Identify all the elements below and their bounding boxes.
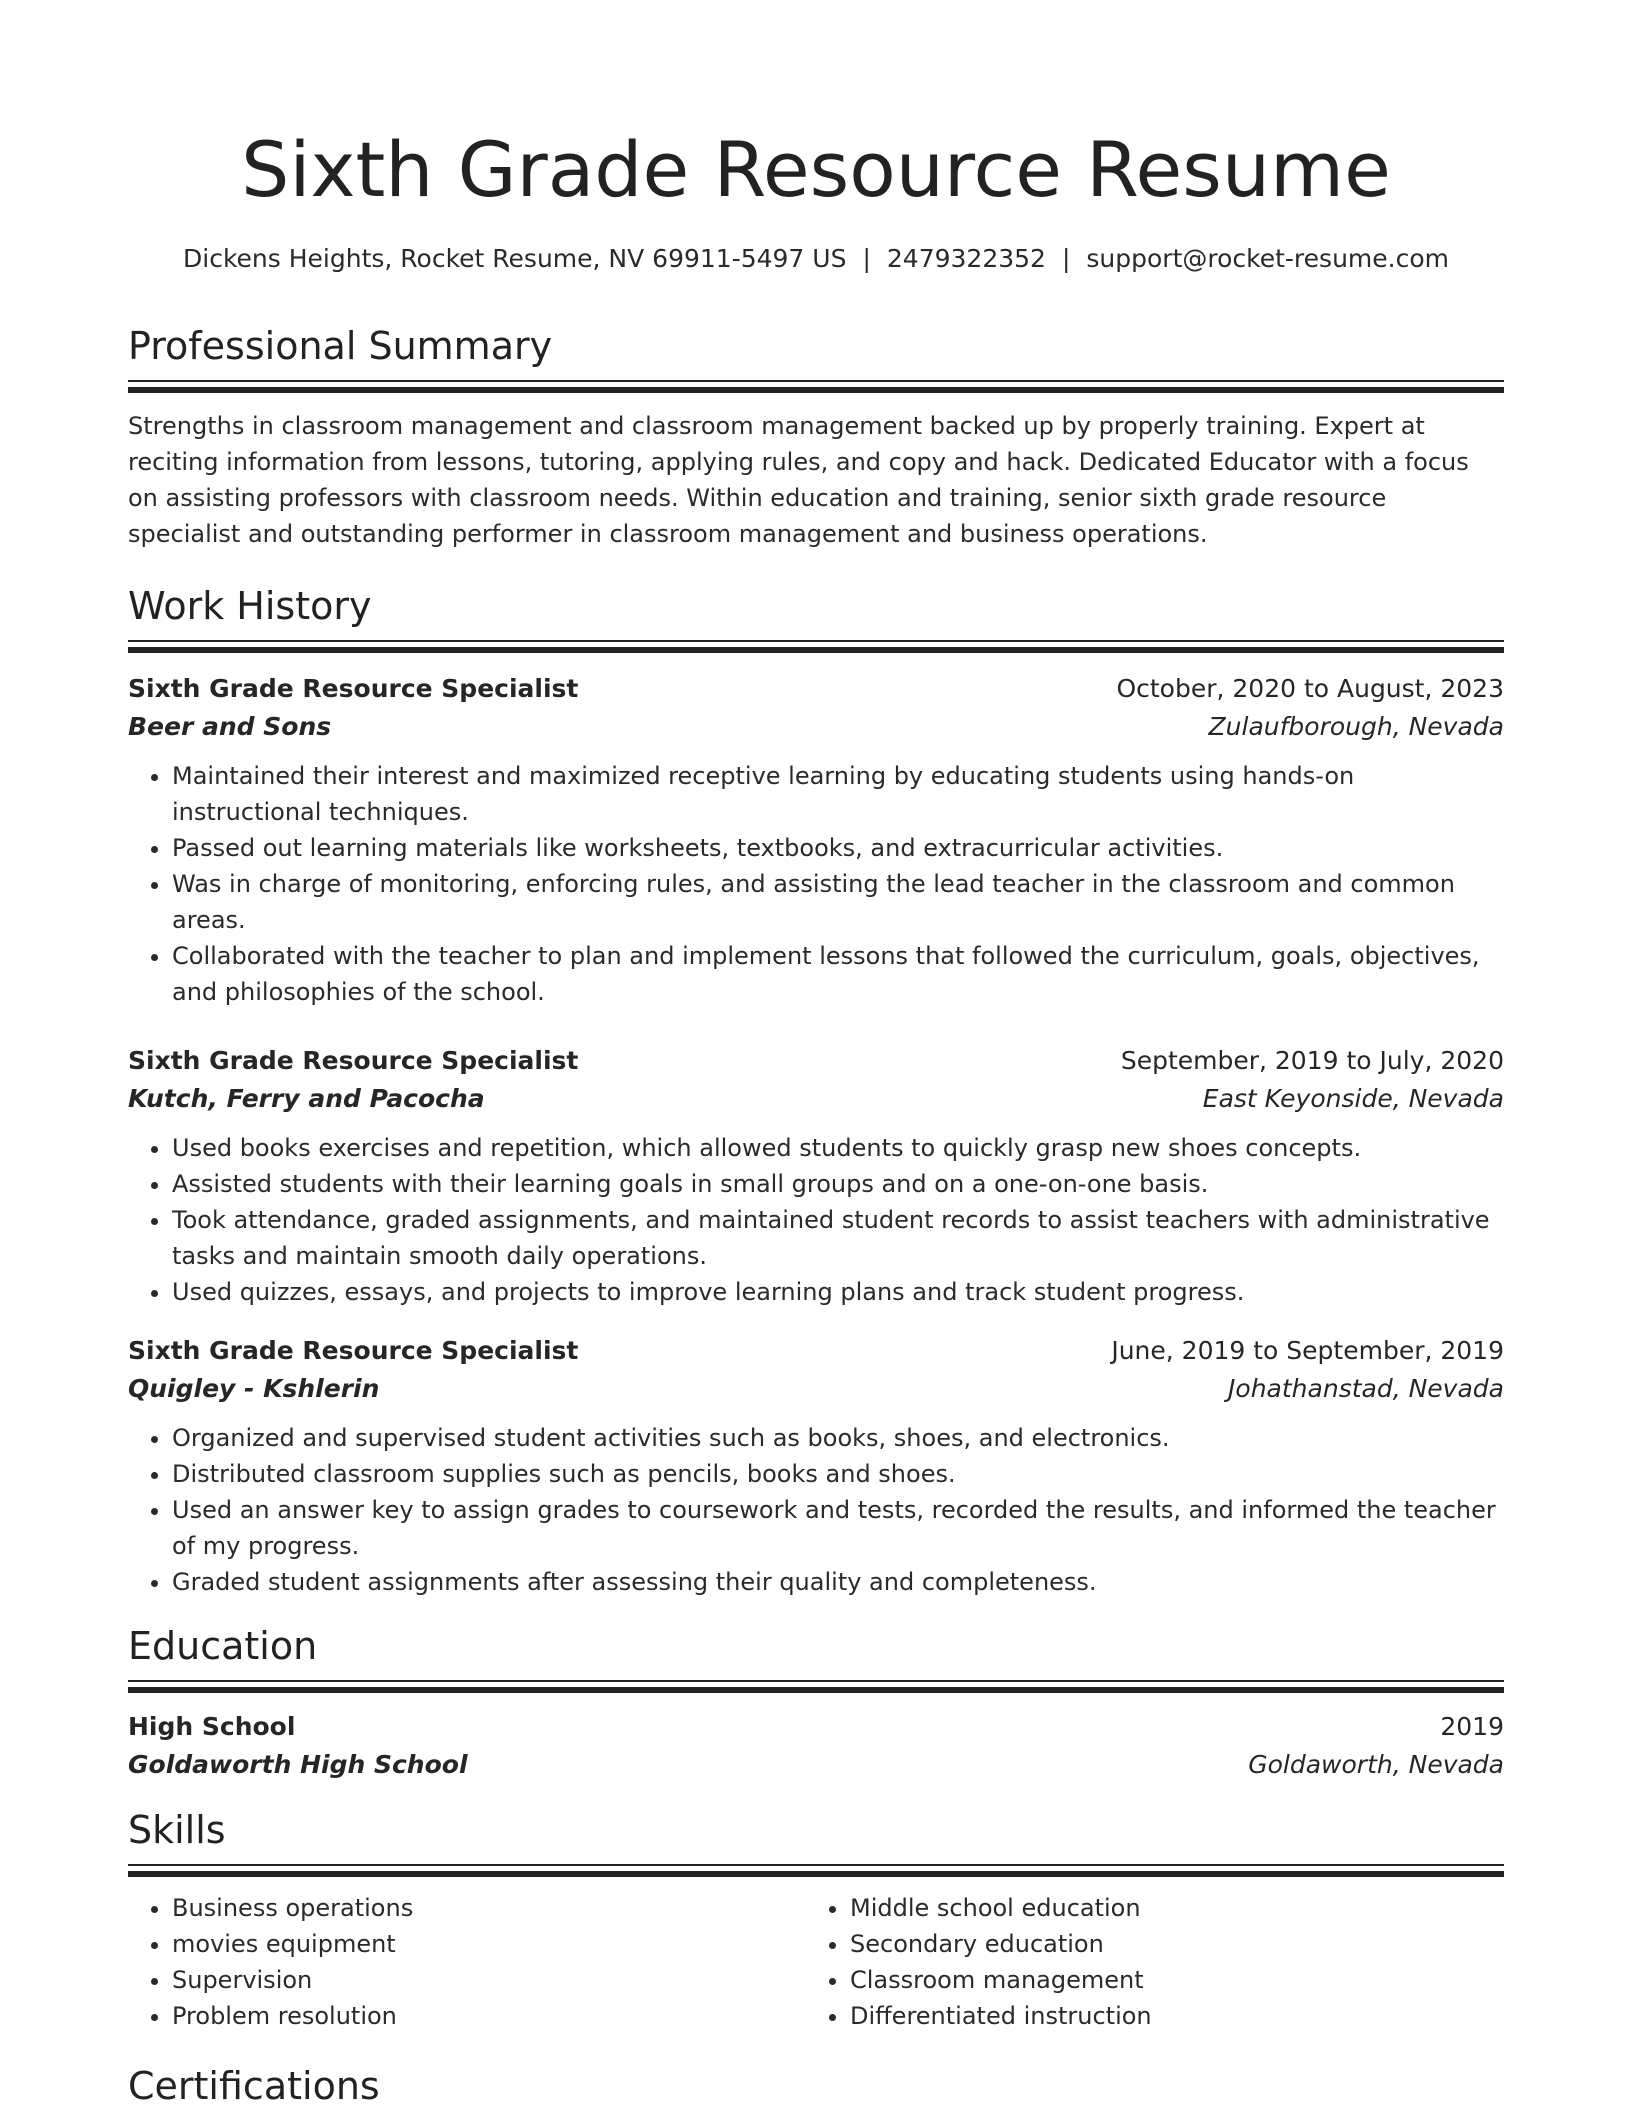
contact-email[interactable]: support@rocket-resume.com — [1086, 244, 1449, 273]
skill-item: • Differentiated instruction — [850, 1998, 1484, 2034]
job-bullets — [128, 1130, 1504, 1310]
resume-content — [128, 118, 1504, 2110]
education-section — [128, 1622, 1504, 1784]
job-bullet: • Used quizzes, essays, and projects to improve learning plans and track student progress. — [172, 1274, 1504, 1310]
education-school: Goldaworth High School — [128, 1750, 468, 1779]
job-title: Sixth Grade Resource Specialist — [128, 674, 579, 703]
job-header — [128, 1332, 1504, 1370]
job-bullet: • Used an answer key to assign grades to coursework and tests, recorded the results, and informed the teacher of my progress. — [172, 1492, 1504, 1564]
skill-item: • Classroom management — [850, 1962, 1484, 1998]
section-divider — [128, 1864, 1504, 1880]
job-subheader — [128, 1080, 1504, 1118]
summary-section — [128, 322, 1504, 552]
skill-item: • Secondary education — [850, 1926, 1484, 1962]
job-location: Johathanstad, Nevada — [1228, 1374, 1504, 1403]
contact-separator: | — [862, 244, 871, 273]
contact-phone: 2479322352 — [886, 244, 1046, 273]
work-history-heading: Work History — [128, 584, 372, 628]
education-entry — [128, 1708, 1504, 1784]
job-location: East Keyonside, Nevada — [1202, 1084, 1504, 1113]
job-entry — [128, 1042, 1504, 1310]
job-company: Kutch, Ferry and Pacocha — [128, 1084, 485, 1113]
contact-line — [128, 242, 1504, 276]
job-entry — [128, 1332, 1504, 1600]
summary-heading: Professional Summary — [128, 324, 553, 368]
job-header — [128, 670, 1504, 708]
job-bullet: • Distributed classroom supplies such as pencils, books and shoes. — [172, 1456, 1504, 1492]
education-location: Goldaworth, Nevada — [1248, 1750, 1504, 1779]
job-bullet: • Collaborated with the teacher to plan and implement lessons that followed the curriculum, goals, objectives, and philosophies of the school. — [172, 938, 1504, 1010]
education-heading: Education — [128, 1624, 318, 1668]
job-subheader — [128, 708, 1504, 746]
contact-separator: | — [1061, 244, 1071, 273]
education-year: 2019 — [1440, 1712, 1504, 1741]
job-dates: October, 2020 to August, 2023 — [1116, 674, 1504, 703]
job-bullet: • Used books exercises and repetition, which allowed students to quickly grasp new shoes concepts. — [172, 1130, 1504, 1166]
skills-columns — [128, 1890, 1504, 2034]
certifications-section — [128, 2062, 1504, 2110]
job-entry — [128, 670, 1504, 1010]
skill-item: • Business operations — [172, 1890, 806, 1926]
job-title: Sixth Grade Resource Specialist — [128, 1046, 579, 1075]
skills-section — [128, 1806, 1504, 2034]
skills-heading: Skills — [128, 1808, 226, 1852]
education-degree: High School — [128, 1712, 296, 1741]
job-bullets — [128, 1420, 1504, 1600]
summary-text: Strengths in classroom management and classroom management backed up by properly training. Expert at reciting information from lessons, tutoring, applying rules, and copy and hack. Dedicated Educator with a focus on assisting professors with classroom needs. Within education and training, senior sixth grade resource specialist and outstanding performer in classroom management and business operations. — [128, 412, 1469, 548]
job-bullets — [128, 758, 1504, 1010]
job-company: Quigley - Kshlerin — [128, 1374, 380, 1403]
job-bullet: • Passed out learning materials like worksheets, textbooks, and extracurricular activities. — [172, 830, 1504, 866]
skills-list-left — [128, 1890, 806, 2034]
skills-list-right — [806, 1890, 1484, 2034]
education-header — [128, 1708, 1504, 1746]
section-divider — [128, 380, 1504, 396]
job-dates: September, 2019 to July, 2020 — [1120, 1046, 1504, 1075]
job-bullet: • Graded student assignments after assessing their quality and completeness. — [172, 1564, 1504, 1600]
skill-item: • Problem resolution — [172, 1998, 806, 2034]
contact-address: Dickens Heights, Rocket Resume, NV 69911-5497 US — [183, 244, 847, 273]
certifications-heading: Certifications — [128, 2064, 380, 2108]
job-bullet: • Assisted students with their learning goals in small groups and on a one-on-one basis. — [172, 1166, 1504, 1202]
skill-item: • Middle school education — [850, 1890, 1484, 1926]
job-location: Zulaufborough, Nevada — [1208, 712, 1504, 741]
education-subheader — [128, 1746, 1504, 1784]
job-bullet: • Maintained their interest and maximized receptive learning by educating students using hands-on instructional techniques. — [172, 758, 1504, 830]
job-title: Sixth Grade Resource Specialist — [128, 1336, 579, 1365]
job-header — [128, 1042, 1504, 1080]
section-divider — [128, 1680, 1504, 1696]
work-history-section — [128, 582, 1504, 1600]
resume-title: Sixth Grade Resource Resume — [241, 125, 1391, 214]
section-divider — [128, 640, 1504, 656]
skill-item: • movies equipment — [172, 1926, 806, 1962]
job-bullet: • Was in charge of monitoring, enforcing rules, and assisting the lead teacher in the classroom and common areas. — [172, 866, 1504, 938]
skill-item: • Supervision — [172, 1962, 806, 1998]
job-bullet: • Took attendance, graded assignments, and maintained student records to assist teachers with administrative tasks and maintain smooth daily operations. — [172, 1202, 1504, 1274]
job-company: Beer and Sons — [128, 712, 332, 741]
job-subheader — [128, 1370, 1504, 1408]
job-dates: June, 2019 to September, 2019 — [1111, 1336, 1504, 1365]
job-bullet: • Organized and supervised student activities such as books, shoes, and electronics. — [172, 1420, 1504, 1456]
